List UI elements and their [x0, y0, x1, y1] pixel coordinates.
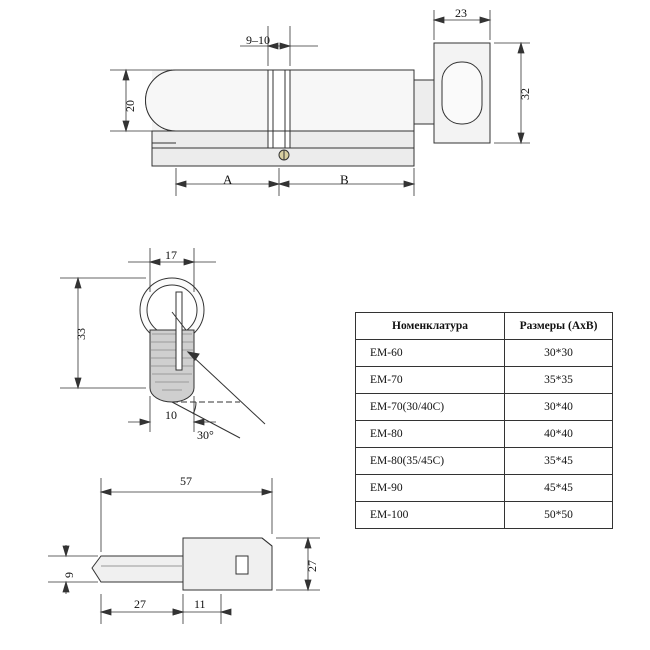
table-header-nomenclature: Номенклатура: [356, 313, 505, 340]
cell-model: ЕМ-60: [356, 340, 505, 367]
dim-label-17: 17: [165, 248, 177, 262]
cell-size: 45*45: [505, 475, 613, 502]
dim-label-27-right: 27: [305, 560, 319, 572]
dim-label-9-10: 9–10: [246, 33, 270, 47]
cell-size: 50*50: [505, 502, 613, 529]
dim-label-B: B: [340, 172, 349, 187]
cell-model: ЕМ-80: [356, 421, 505, 448]
cell-model: ЕМ-80(35/45С): [356, 448, 505, 475]
table-row: [356, 340, 613, 367]
dim-label-32: 32: [518, 88, 532, 100]
cell-size: 30*30: [505, 340, 613, 367]
cell-model: ЕМ-100: [356, 502, 505, 529]
cell-size: 35*45: [505, 448, 613, 475]
table-row: [356, 367, 613, 394]
table-row: [356, 448, 613, 475]
table-header-sizes: Размеры (АxВ): [505, 313, 613, 340]
cylinder-profile-section: [140, 278, 265, 438]
dim-label-33: 33: [74, 328, 88, 340]
cylinder-body: [146, 70, 414, 166]
dim-label-30deg: 30°: [197, 428, 214, 442]
key-outline: [92, 538, 272, 590]
table-row: [356, 421, 613, 448]
cell-size: 40*40: [505, 421, 613, 448]
dim-label-10: 10: [165, 408, 177, 422]
table-body: [356, 340, 613, 529]
dim-label-9: 9: [62, 572, 76, 578]
dim-label-20: 20: [123, 100, 137, 112]
table-row: [356, 502, 613, 529]
dim-label-11: 11: [194, 597, 206, 611]
table-header-row: [356, 313, 613, 340]
specification-table: [355, 312, 613, 529]
thumbturn-knob: [414, 43, 490, 143]
cell-model: ЕМ-90: [356, 475, 505, 502]
cell-model: ЕМ-70: [356, 367, 505, 394]
cell-size: 30*40: [505, 394, 613, 421]
dim-label-A: A: [223, 172, 233, 187]
dim-label-23: 23: [455, 6, 467, 20]
dim-label-27-bottom: 27: [134, 597, 146, 611]
table-row: [356, 475, 613, 502]
cell-size: 35*35: [505, 367, 613, 394]
dim-label-57: 57: [180, 474, 192, 488]
table-row: [356, 394, 613, 421]
cell-model: ЕМ-70(30/40С): [356, 394, 505, 421]
